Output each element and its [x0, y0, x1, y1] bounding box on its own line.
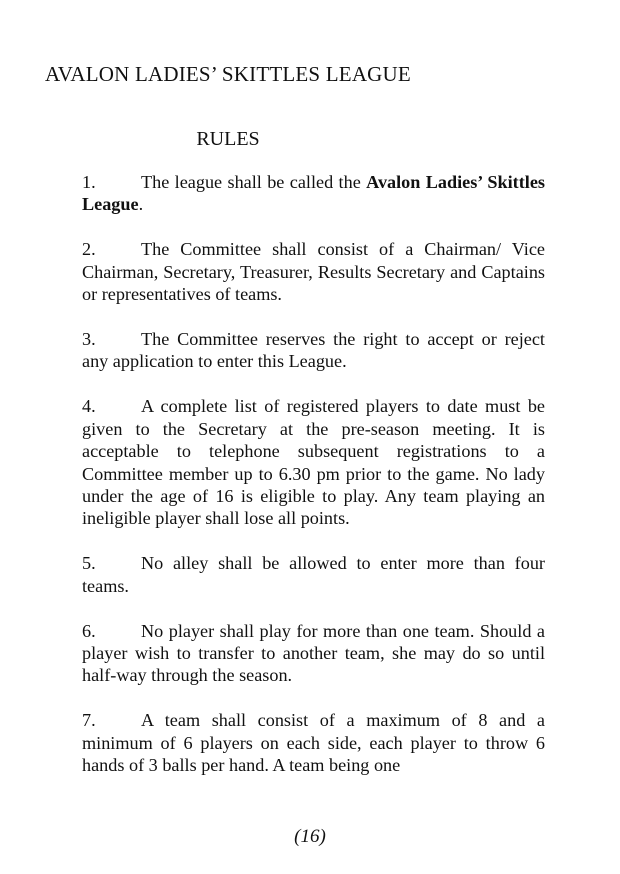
rules-heading: RULES: [196, 128, 260, 150]
rule-1: [82, 171, 545, 216]
rule-number: 6.: [82, 620, 96, 641]
rules-list: [82, 171, 545, 799]
rule-text-end: .: [138, 194, 144, 215]
rule-number: 4.: [82, 396, 96, 417]
rule-4: [82, 395, 545, 529]
rule-7: [82, 709, 545, 776]
rule-number: 3.: [82, 329, 96, 350]
rule-2: [82, 238, 545, 305]
rule-text: A team shall consist of a maximum of 8 and a minimum of 6 players on each side, each player to throw 6 hands of 3 balls per hand. A team being one: [82, 710, 545, 776]
league-name: Avalon Ladies’ Skittles League: [82, 172, 545, 215]
rule-3: [82, 328, 545, 373]
rule-text: A complete list of registered players to date must be given to the Secretary at the pre-season meeting. It is acceptable to telephone subsequent registrations to a Committee member up to 6.30 pm prior to the game. No lady under the age of 16 is eligible to play. Any team playing an ineligible player shall lose all points.: [82, 396, 545, 529]
document-title: AVALON LADIES’ SKITTLES LEAGUE: [45, 62, 411, 86]
rule-number: 7.: [82, 710, 96, 731]
rule-5: [82, 552, 545, 597]
page-number: (16): [294, 826, 326, 847]
rule-text: No alley shall be allowed to enter more than four teams.: [82, 553, 545, 596]
rule-number: 5.: [82, 553, 96, 574]
rule-number: 1.: [82, 172, 96, 192]
rule-6: [82, 620, 545, 687]
rule-text: No player shall play for more than one team. Should a player wish to transfer to another team, she may do so until half-way through the season.: [82, 620, 545, 686]
rule-number: 2.: [82, 239, 96, 260]
rule-text: The Committee reserves the right to accept or reject any application to enter this League.: [82, 329, 545, 372]
rule-text: The Committee shall consist of a Chairman/ Vice Chairman, Secretary, Treasurer, Results Secretary and Captains or representatives of teams.: [82, 239, 545, 305]
rule-text: The league shall be called the: [141, 172, 367, 192]
